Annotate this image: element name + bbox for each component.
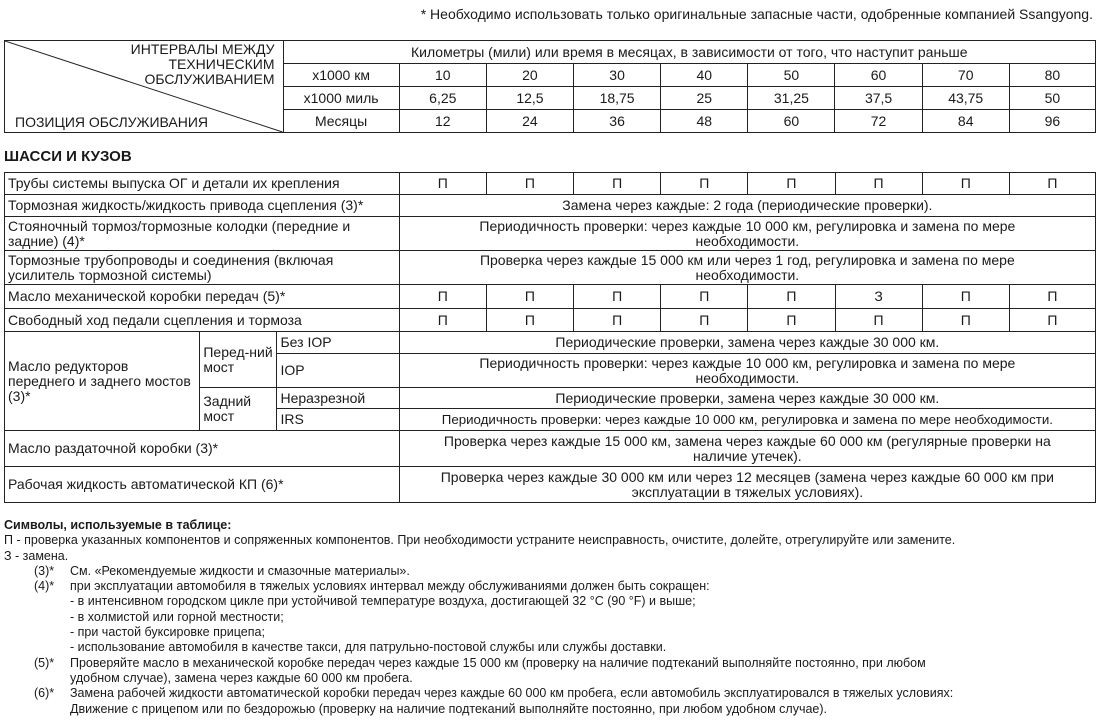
axle-type: Без IOP [277,332,399,354]
table-row [5,332,1096,354]
table-row [5,285,1096,309]
km-value: 20 [486,64,573,87]
table-row [5,195,1096,217]
interval-text: Периодические проверки, замена через каждые 30 000 км. [399,332,1095,354]
miles-value: 50 [1009,87,1095,110]
interval-cell: П [486,285,573,309]
footnote-6-cont: Движение с прицепом или по бездорожью (проверку на наличие подтеканий выполняйте постоянно, при любом удобном случае). [70,701,828,716]
months-value: 36 [574,110,661,133]
interval-text: Проверка через каждые 15 000 км или через 1 год, регулировка и замена по мере необходимости. [399,251,1095,285]
table-row [5,309,1096,332]
footnote-3 [4,564,1099,579]
footnote-text: Замена рабочей жидкости автоматической коробки передач через каждые 60 000 км пробега, если автомобиль эксплуатировался в тяжелых условиях: [70,686,954,701]
footnote-5-cont: удобном случае), замена через каждые 60 000 км пробега. [70,670,413,685]
axle-type: IRS [277,409,399,431]
interval-text: Периодические проверки, замена через каждые 30 000 км. [399,388,1095,409]
interval-cell: П [1009,285,1095,309]
interval-cell: П [486,173,573,195]
interval-cell: П [399,309,486,332]
interval-header-table [4,40,1096,133]
footnote-text: См. «Рекомендуемые жидкости и смазочные материалы». [70,563,410,578]
table-row [5,217,1096,251]
axle-type: IOP [277,354,399,388]
item-label: Масло раздаточной коробки (3)* [5,431,400,467]
miles-value: 12,5 [486,87,573,110]
km-value: 70 [922,64,1009,87]
interval-cell: П [748,309,835,332]
item-label: Стояночный тормоз/тормозные колодки (передние и задние) (4)* [5,217,400,251]
interval-cell: З [835,285,922,309]
miles-value: 43,75 [922,87,1009,110]
interval-cell: П [486,309,573,332]
interval-cell: П [922,173,1009,195]
item-label: Трубы системы выпуска ОГ и детали их крепления [5,173,400,195]
months-value: 96 [1009,110,1095,133]
interval-cell: П [1009,309,1095,332]
interval-cell: П [574,285,661,309]
item-label: Тормозные трубопроводы и соединения (включая усилитель тормозной системы) [5,251,400,285]
footnote-number: (6)* [34,686,55,701]
interval-cell: П [661,173,748,195]
interval-cell: П [399,173,486,195]
item-label: Рабочая жидкость автоматической КП (6)* [5,467,400,503]
chassis-body-table [4,172,1096,503]
legend-p: П - проверка указанных компонентов и сопряженных компонентов. При необходимости устраните неисправность, очистите, долейте, отрегулируйте или замените. [4,533,956,548]
interval-cell: П [922,309,1009,332]
footnote-4-item: - при частой буксировке прицепа; [70,625,265,640]
interval-text: Замена через каждые: 2 года (периодические проверки). [399,195,1095,217]
footnote-6 [4,686,1099,701]
months-value: 12 [399,110,486,133]
table-row [5,251,1096,285]
km-value: 40 [661,64,748,87]
footnote-text: Проверяйте масло в механической коробке передач через каждые 15 000 км (проверку на наличие подтеканий выполняйте постоянно, при любом [70,655,926,670]
table-row [5,431,1096,467]
legend-z: З - замена. [4,548,69,563]
interval-cell: П [922,285,1009,309]
miles-value: 25 [661,87,748,110]
interval-cell: П [661,285,748,309]
footnote-4-item: - в холмистой или горной местности; [70,609,284,624]
months-value: 72 [835,110,922,133]
axle-type: Неразрезной [277,388,399,409]
interval-text: Проверка через каждые 30 000 км или через 12 месяцев (замена через каждые 60 000 км при эксплуатации в тяжелых условиях). [399,467,1095,503]
interval-cell: П [661,309,748,332]
miles-value: 31,25 [748,87,835,110]
km-value: 80 [1009,64,1095,87]
unit-label: x1000 км [283,64,399,87]
interval-cell: П [399,285,486,309]
km-value: 60 [835,64,922,87]
item-label: Тормозная жидкость/жидкость привода сцепления (3)* [5,195,400,217]
interval-cell: П [748,173,835,195]
legend [4,518,1099,717]
header-intervals-label: ИНТЕРВАЛЫ МЕЖДУ ТЕХНИЧЕСКИМ ОБСЛУЖИВАНИЕМ [130,41,275,87]
footnote-number: (4)* [34,579,55,594]
unit-label: x1000 миль [283,87,399,110]
footnote-4-item: - использование автомобиля в качестве такси, для патрульно-постовой службы или службы доставки. [70,640,667,655]
footnote-number: (5)* [34,655,55,670]
interval-cell: П [574,309,661,332]
months-value: 60 [748,110,835,133]
section-title: ШАССИ И КУЗОВ [4,148,132,165]
table-row [5,173,1096,195]
header-diagonal-cell [5,41,284,133]
footnote-number: (3)* [34,563,55,578]
item-label: Масло механической коробки передач (5)* [5,285,400,309]
top-note: * Необходимо использовать только оригинальные запасные части, одобренные компанией Ssangyong. [420,6,1093,22]
months-value: 24 [486,110,573,133]
interval-cell: П [574,173,661,195]
footnote-5 [4,656,1099,671]
interval-text: Периодичность проверки: через каждые 10 000 км, регулировка и замена по мере необходимости. [399,409,1095,431]
footnote-text: при эксплуатации автомобиля в тяжелых условиях интервал между обслуживаниями должен быть сокращен: [70,579,710,594]
header-span-title: Километры (мили) или время в месяцах, в зависимости от того, что наступит раньше [283,41,1096,64]
miles-value: 18,75 [574,87,661,110]
miles-value: 6,25 [399,87,486,110]
interval-cell: П [748,285,835,309]
interval-text: Периодичность проверки: через каждые 10 000 км, регулировка и замена по мере необходимости. [399,354,1095,388]
unit-label: Месяцы [283,110,399,133]
front-axle-label: Перед-ний мост [200,332,277,388]
interval-cell: П [835,309,922,332]
km-value: 30 [574,64,661,87]
interval-text: Проверка через каждые 15 000 км, замена через каждые 60 000 км (регулярные проверки на наличие утечек). [399,431,1095,467]
interval-cell: П [1009,173,1095,195]
months-value: 48 [661,110,748,133]
item-label: Масло редукторов переднего и заднего мостов (3)* [5,332,200,431]
legend-title: Символы, используемые в таблице: [4,518,232,532]
footnote-4-item: - в интенсивном городском цикле при устойчивой температуре воздуха, достигающей 32 °C (90 °F) и выше; [70,594,696,609]
miles-value: 37,5 [835,87,922,110]
km-value: 10 [399,64,486,87]
rear-axle-label: Задний мост [200,388,277,431]
footnote-4 [4,579,1099,594]
interval-text: Периодичность проверки: через каждые 10 000 км, регулировка и замена по мере необходимости. [399,217,1095,251]
table-row [5,467,1096,503]
item-label: Свободный ход педали сцепления и тормоза [5,309,400,332]
km-value: 50 [748,64,835,87]
header-position-label: ПОЗИЦИЯ ОБСЛУЖИВАНИЯ [15,114,209,130]
interval-cell: П [835,173,922,195]
months-value: 84 [922,110,1009,133]
